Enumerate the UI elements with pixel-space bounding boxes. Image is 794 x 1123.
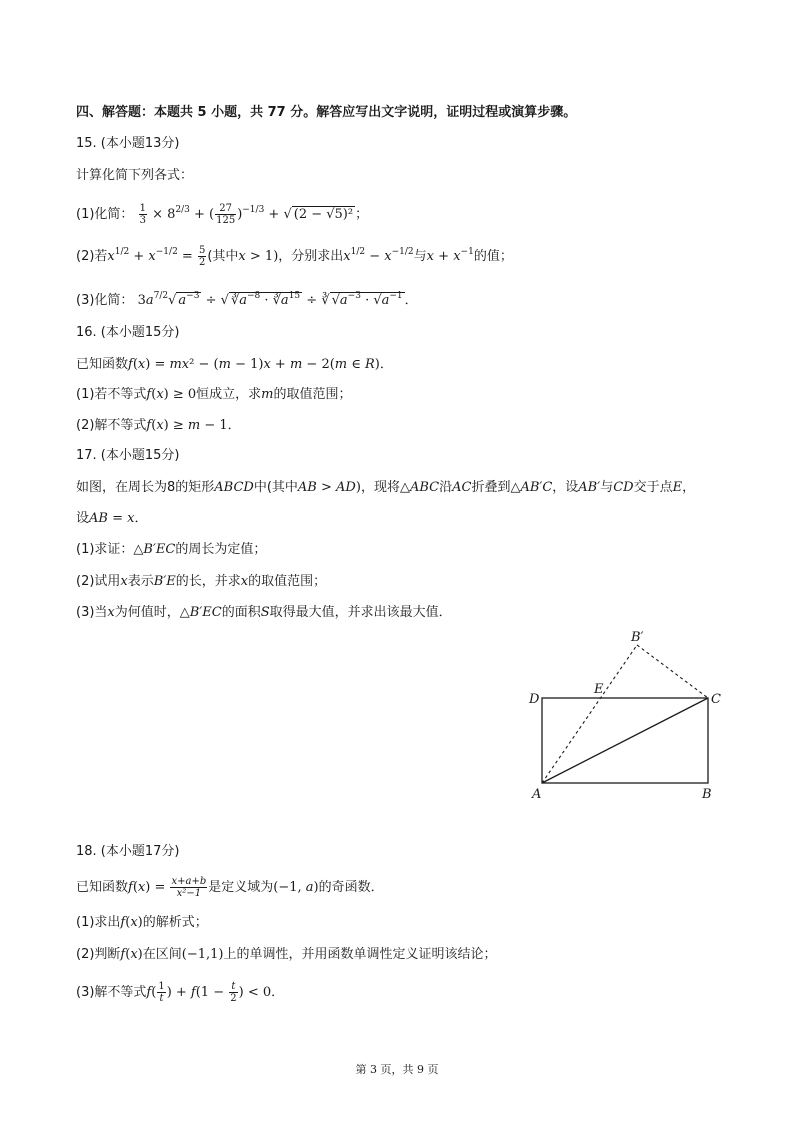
q16-intro: 已知函数f(x) = mx² − (m − 1)x + m − 2(m ∈ R)．	[76, 357, 393, 372]
q15-header: 15. (本小题13分)	[76, 136, 180, 151]
page-footer: 第 3 页，共 9 页	[355, 1063, 439, 1076]
q17-part1: (1)求证：△B′EC的周长为定值；	[76, 542, 267, 557]
q15-part2: (2)若$x^{1/2} + x^{-1/2}$ = $\frac{5}{2}$ (其中x > 1)，分别求出$x^{1/2} - x^{-1/2}$与$x + x^{-1}$的值；	[76, 245, 513, 268]
label-a: A	[532, 787, 542, 802]
q16-header: 16. (本小题15分)	[76, 325, 180, 340]
q15-part1: (1)化简： $\frac{1}{3}$ × $8^{2/3}$ + ( $\frac{27}{125}$ )$^{-1/3}$ + √ (2 − √5)² ；	[76, 203, 369, 226]
q15-part3: (3)化简： $3a^{7/2}√$ $a^{-3}$ ÷ √ $∛a^{-8}$ · $∛a^{15}$ ÷ ∛ $√a^{-3} \cdot √a^{-1}$ ．	[76, 291, 418, 308]
q18-intro: 已知函数f(x) = $\frac{x+a+b}{\text{x²−1}}$ 是定义域为(−1, a)的奇函数．	[76, 876, 384, 899]
q17-part3: (3)当x为何值时，△B′EC的面积S取得最大值，并求出该最大值．	[76, 605, 452, 620]
diagonal-ac	[542, 698, 708, 783]
fold-ab-prime	[542, 645, 637, 783]
q17-line1: 如图，在周长为8的矩形ABCD中(其中AB > AD)，现将△ABC沿AC折叠到△AB′C，设AB′与CD交于点E，	[76, 480, 696, 495]
section-heading: 四、解答题：本题共 5 小题，共 77 分。解答应写出文字说明，证明过程或演算步骤。	[76, 105, 577, 120]
label-c: C	[711, 692, 721, 707]
label-b: B	[702, 787, 712, 802]
q15-intro: 计算化简下列各式：	[76, 168, 194, 183]
q16-part1: (1)若不等式f(x) ≥ 0恒成立，求m的取值范围；	[76, 387, 352, 402]
label-b-prime: B′	[631, 630, 644, 645]
q17-line2: 设AB = x．	[76, 511, 148, 526]
q18-part3: (3)解不等式f( $\frac{1}{t}$ ) + f(1 − $\frac{t}{2}$ ) < 0．	[76, 981, 285, 1004]
q17-header: 17. (本小题15分)	[76, 448, 180, 463]
label-d: D	[529, 692, 540, 707]
q18-part2: (2)判断f(x)在区间(−1,1)上的单调性，并用函数单调性定义证明该结论；	[76, 947, 497, 962]
q17-figure	[520, 624, 730, 804]
q16-part2: (2)解不等式f(x) ≥ m − 1．	[76, 418, 241, 433]
q18-header: 18. (本小题17分)	[76, 844, 180, 859]
fold-b-prime-c	[637, 645, 708, 698]
q18-part1: (1)求出f(x)的解析式；	[76, 915, 208, 930]
q17-part2: (2)试用x表示B′E的长，并求x的取值范围；	[76, 574, 327, 589]
label-e: E	[594, 682, 604, 697]
